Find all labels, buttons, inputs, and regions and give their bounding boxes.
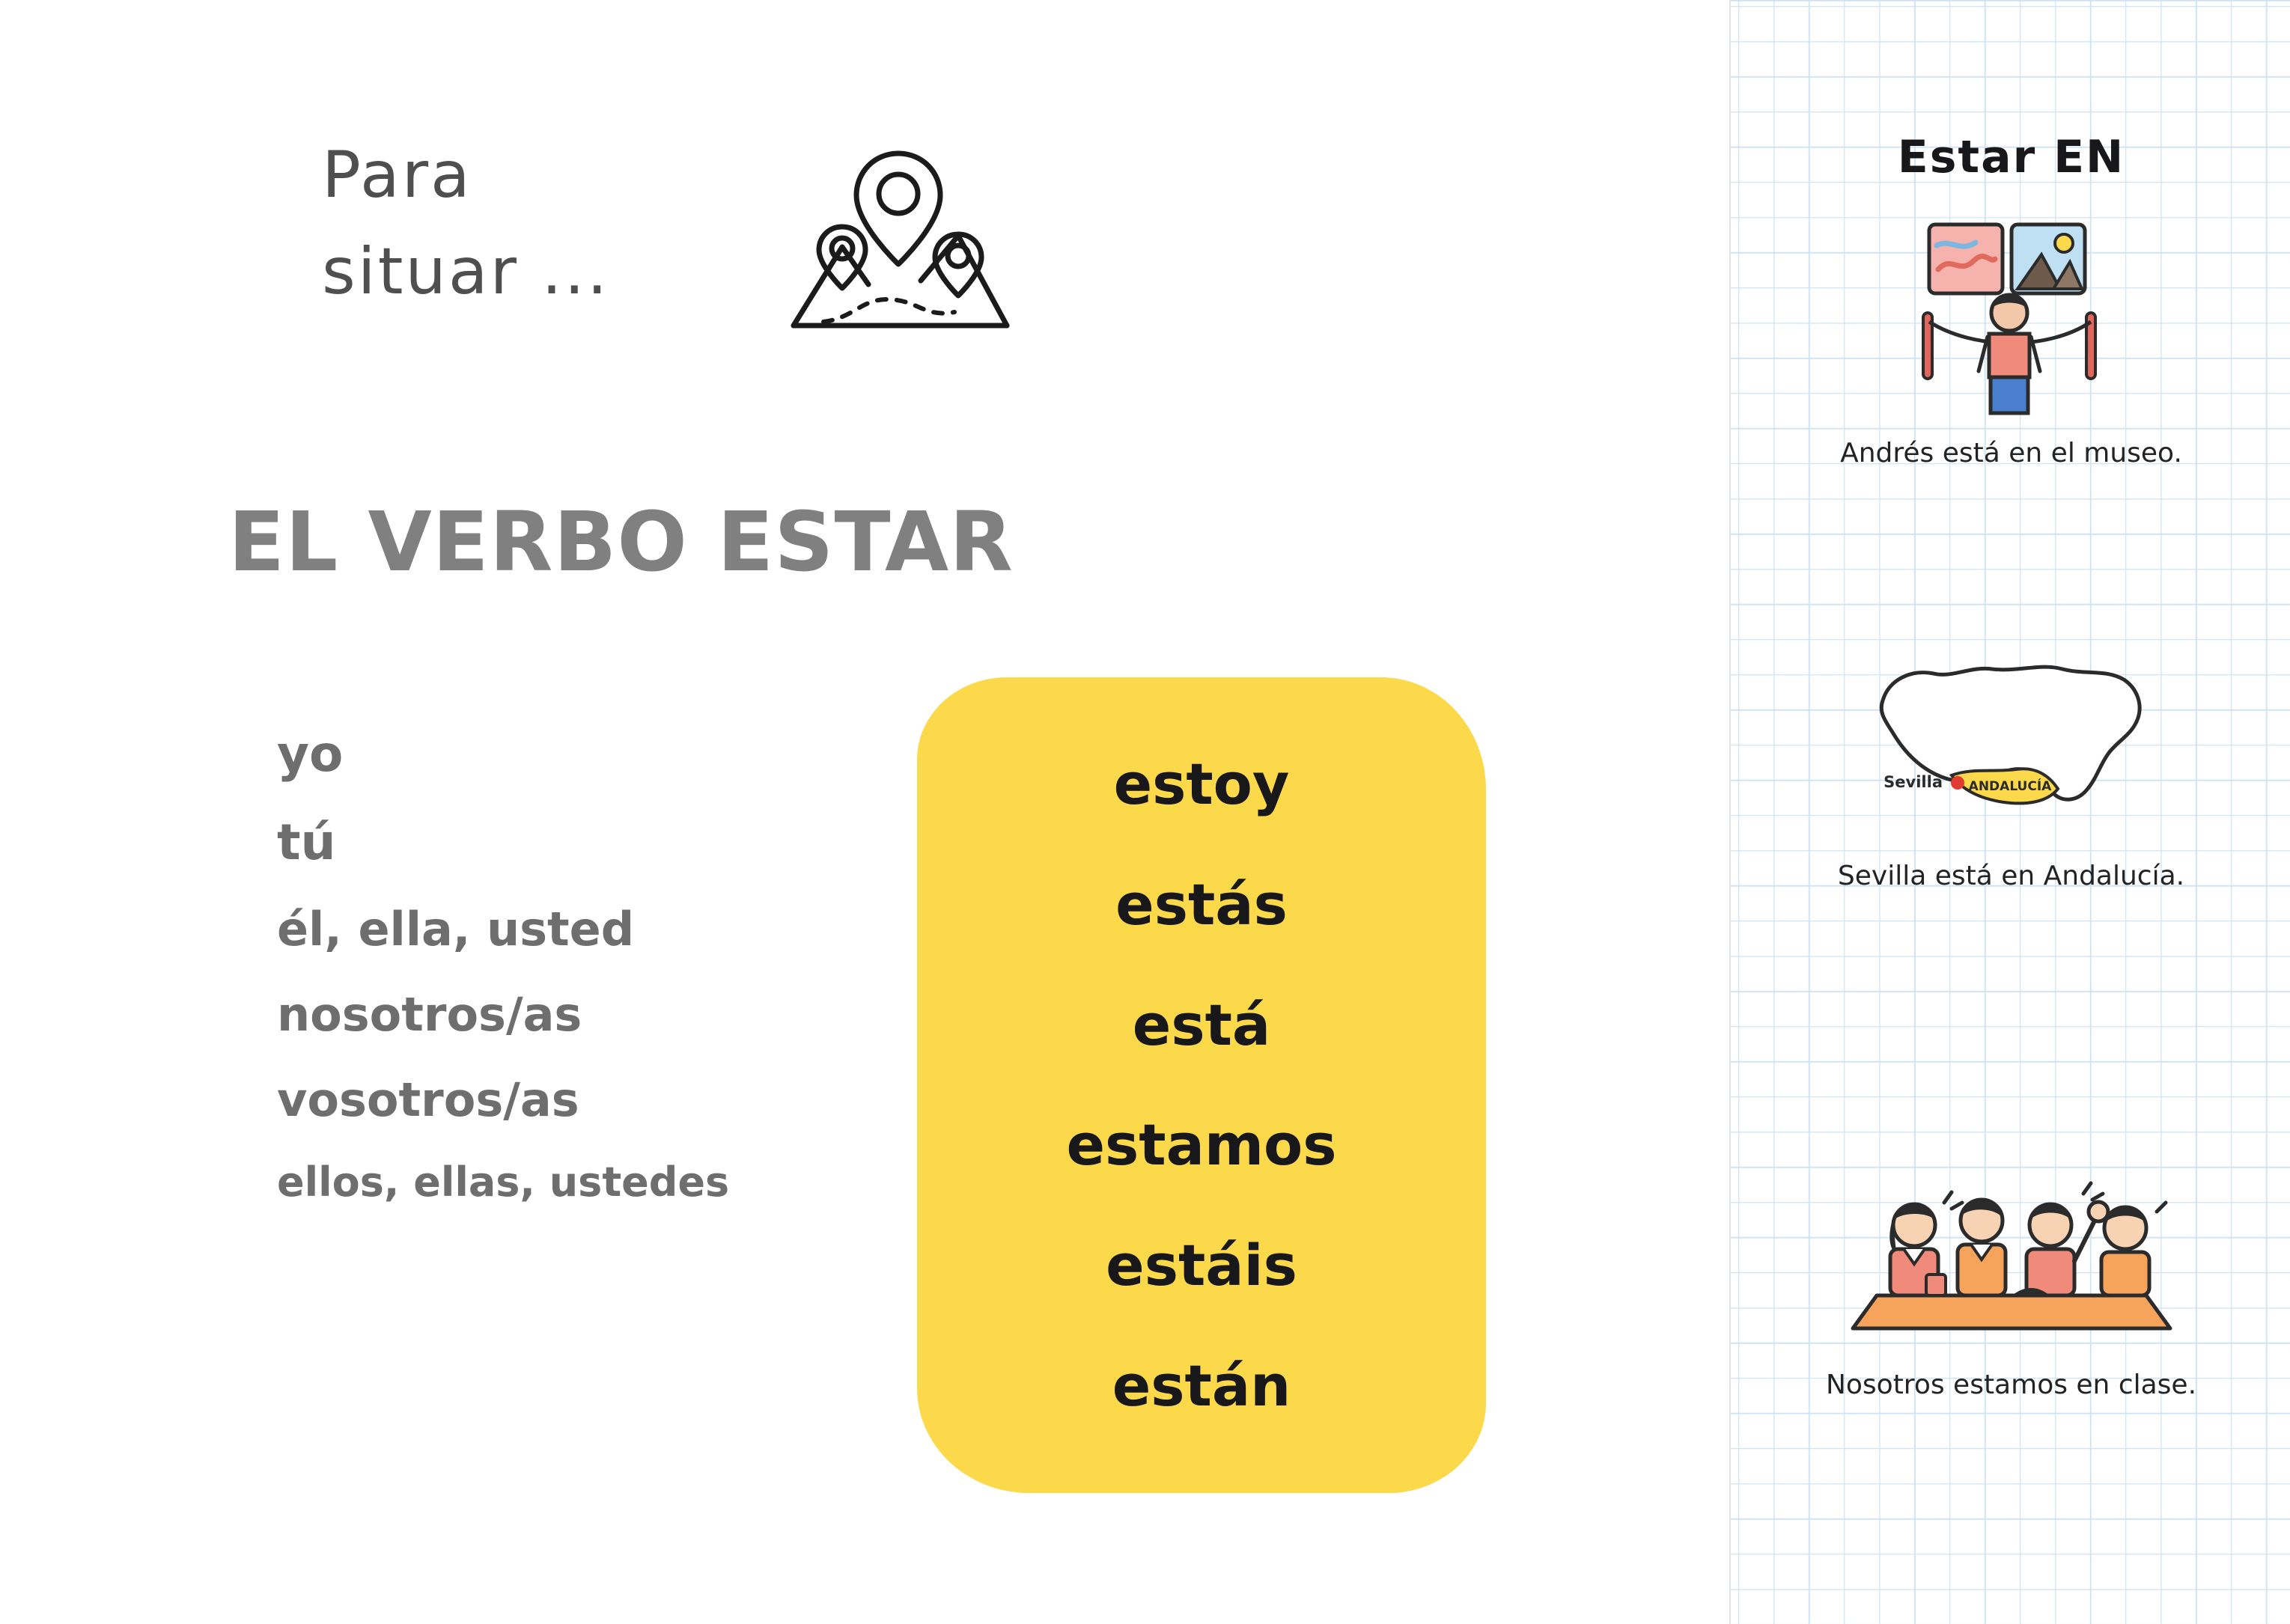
conjugation-list [917,692,1486,1478]
conjugation-item: están [1112,1352,1291,1420]
conjugation-item: está [1132,991,1271,1058]
map-city-label: Sevilla [1883,773,1943,791]
intro-line-1: Para [322,138,472,213]
pronoun-item: vosotros/as [277,1072,579,1127]
pronoun-item: ellos, ellas, ustedes [277,1159,730,1206]
spain-map-andalucia-icon [1731,629,2290,853]
conjugation-item: estoy [1113,750,1290,817]
pronoun-list [277,725,936,1242]
example-block [1731,629,2290,891]
pronoun-item: nosotros/as [277,987,582,1042]
pronoun-item: yo [277,725,344,783]
map-region-label: ANDALUCÍA [1968,779,2051,794]
map-pin-route-icon [771,138,1026,355]
example-caption: Andrés está en el museo. [1840,438,2182,468]
page-title: EL VERBO ESTAR [228,494,1014,590]
conjugation-item: estás [1115,870,1288,938]
pronoun-item: tú [277,813,336,871]
right-panel-title: Estar EN [1897,131,2125,183]
example-block [1731,206,2290,468]
conjugation-item: estamos [1066,1111,1337,1179]
example-block [1731,1138,2290,1400]
students-in-class-icon [1731,1138,2290,1362]
intro-line-2: situar ... [322,234,610,309]
right-panel-grid-paper [1729,0,2290,1624]
example-caption: Nosotros estamos en clase. [1825,1370,2197,1400]
museum-visitor-icon [1731,206,2290,430]
example-caption: Sevilla está en Andalucía. [1837,861,2185,891]
conjugation-item: estáis [1106,1232,1297,1299]
pronoun-item: él, ella, usted [277,902,635,956]
